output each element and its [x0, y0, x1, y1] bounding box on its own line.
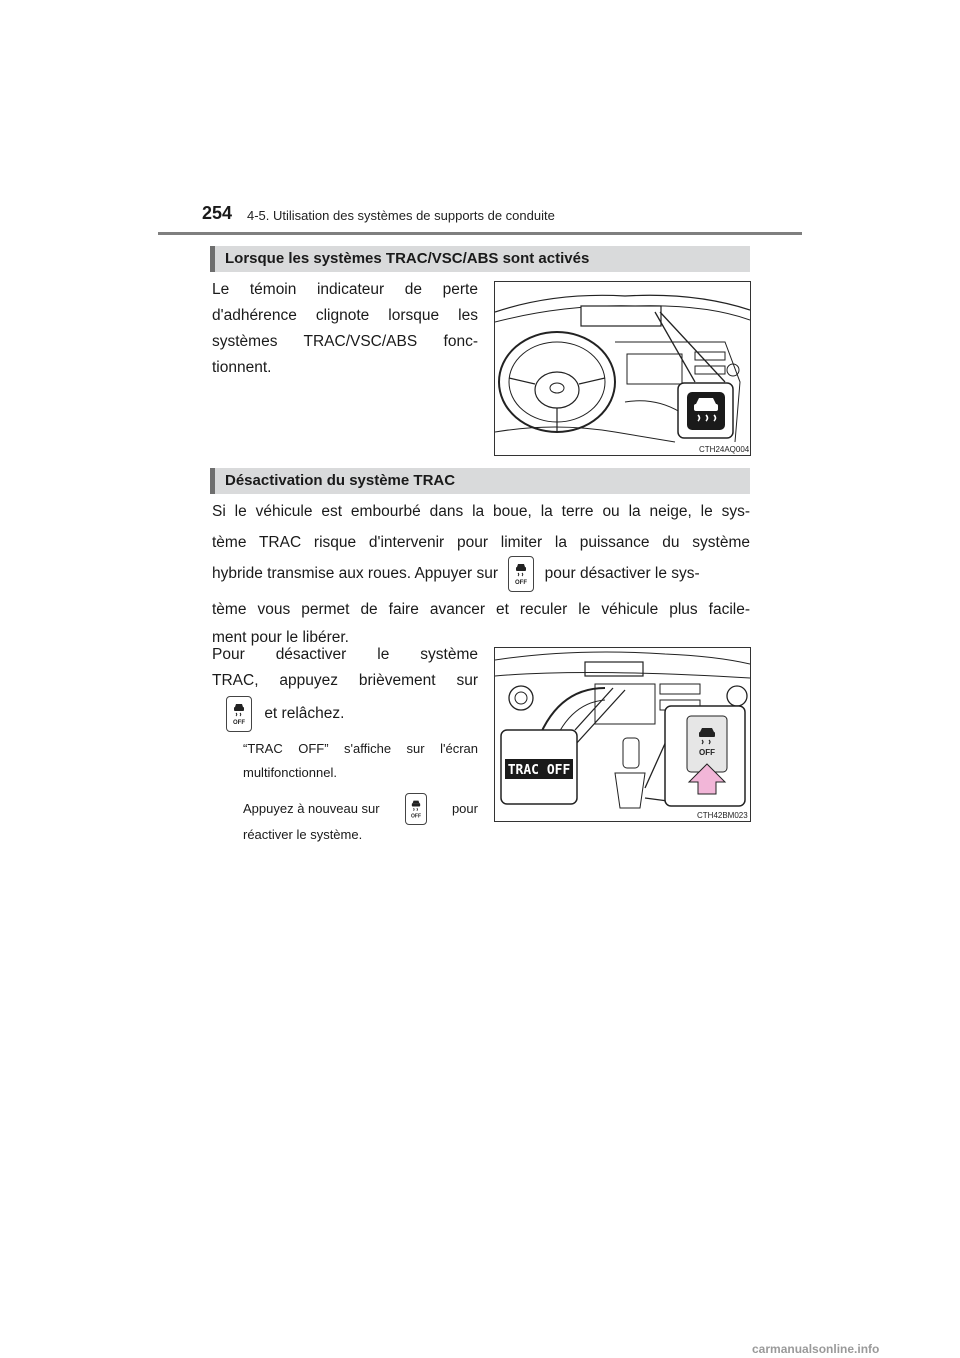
paragraph-line: TRAC, appuyez brièvement sur: [212, 672, 478, 689]
switch-label: OFF: [515, 579, 528, 586]
switch-label: OFF: [233, 719, 245, 726]
section-title: Lorsque les systèmes TRAC/VSC/ABS sont activés: [225, 250, 590, 267]
note-line: multifonctionnel.: [243, 765, 337, 780]
dashboard-drawing: [495, 282, 750, 455]
section-heading-trac-off: [210, 468, 750, 494]
chapter-header: 4-5. Utilisation des systèmes de supports de conduite: [247, 208, 555, 223]
paragraph-line: systèmes TRAC/VSC/ABS fonc-: [212, 333, 478, 350]
paragraph-text: pour désactiver le sys-: [544, 565, 700, 582]
paragraph-line: tème TRAC risque d'intervenir pour limiter la puissance du système: [212, 534, 750, 551]
svg-text:OFF: OFF: [699, 748, 715, 757]
note-line: réactiver le système.: [243, 827, 363, 842]
dashboard-illustration-trac-off: [494, 647, 751, 822]
note-reactivate: [243, 791, 478, 827]
paragraph-line: Si le véhicule est embourbé dans la boue, la terre ou la neige, le sys-: [212, 503, 750, 520]
paragraph-text: hybride transmise aux roues. Appuyer sur: [212, 565, 499, 582]
watermark: carmanualsonline.info: [752, 1342, 880, 1356]
activation-paragraph: [212, 277, 478, 381]
paragraph-line: tionnent.: [212, 359, 272, 376]
paragraph-text: et relâchez.: [264, 705, 345, 722]
paragraph-line: Pour désactiver le système: [212, 646, 478, 663]
paragraph-line: ment pour le libérer.: [212, 629, 349, 646]
page-number: 254: [202, 203, 233, 223]
figure-code: CTH42BM023: [697, 811, 748, 820]
section-heading-activated: [210, 246, 750, 272]
note-line: “TRAC OFF” s'affiche sur l'écran: [243, 741, 478, 756]
deactivate-paragraph: [212, 642, 478, 694]
paragraph-line: tème vous permet de faire avancer et reculer le véhicule plus facile-: [212, 601, 750, 618]
switch-label: OFF: [410, 813, 421, 820]
trac-off-switch-icon: [226, 696, 252, 732]
trac-intro-paragraph: [212, 499, 750, 556]
trac-intro-line-with-button: [212, 554, 750, 594]
deactivate-paragraph-button-line: [226, 694, 478, 734]
display-text: TRAC OFF: [507, 763, 571, 778]
section-accent: [210, 246, 215, 272]
section-title: Désactivation du système TRAC: [225, 472, 456, 489]
dashboard-illustration-slip-indicator: [494, 281, 751, 456]
trac-off-switch-icon: [405, 793, 427, 825]
note-trac-off-display: [243, 738, 478, 784]
section-accent: [210, 468, 215, 494]
figure-code: CTH24AQ004: [699, 445, 750, 454]
header-divider: [158, 232, 802, 235]
paragraph-line: Le témoin indicateur de perte: [212, 281, 478, 298]
trac-off-switch-icon: [508, 556, 534, 592]
paragraph-line: d'adhérence clignote lorsque les: [212, 307, 478, 324]
note-text: pour: [451, 801, 478, 816]
dashboard-drawing: [495, 648, 750, 821]
note-text: Appuyez à nouveau sur: [243, 801, 380, 816]
